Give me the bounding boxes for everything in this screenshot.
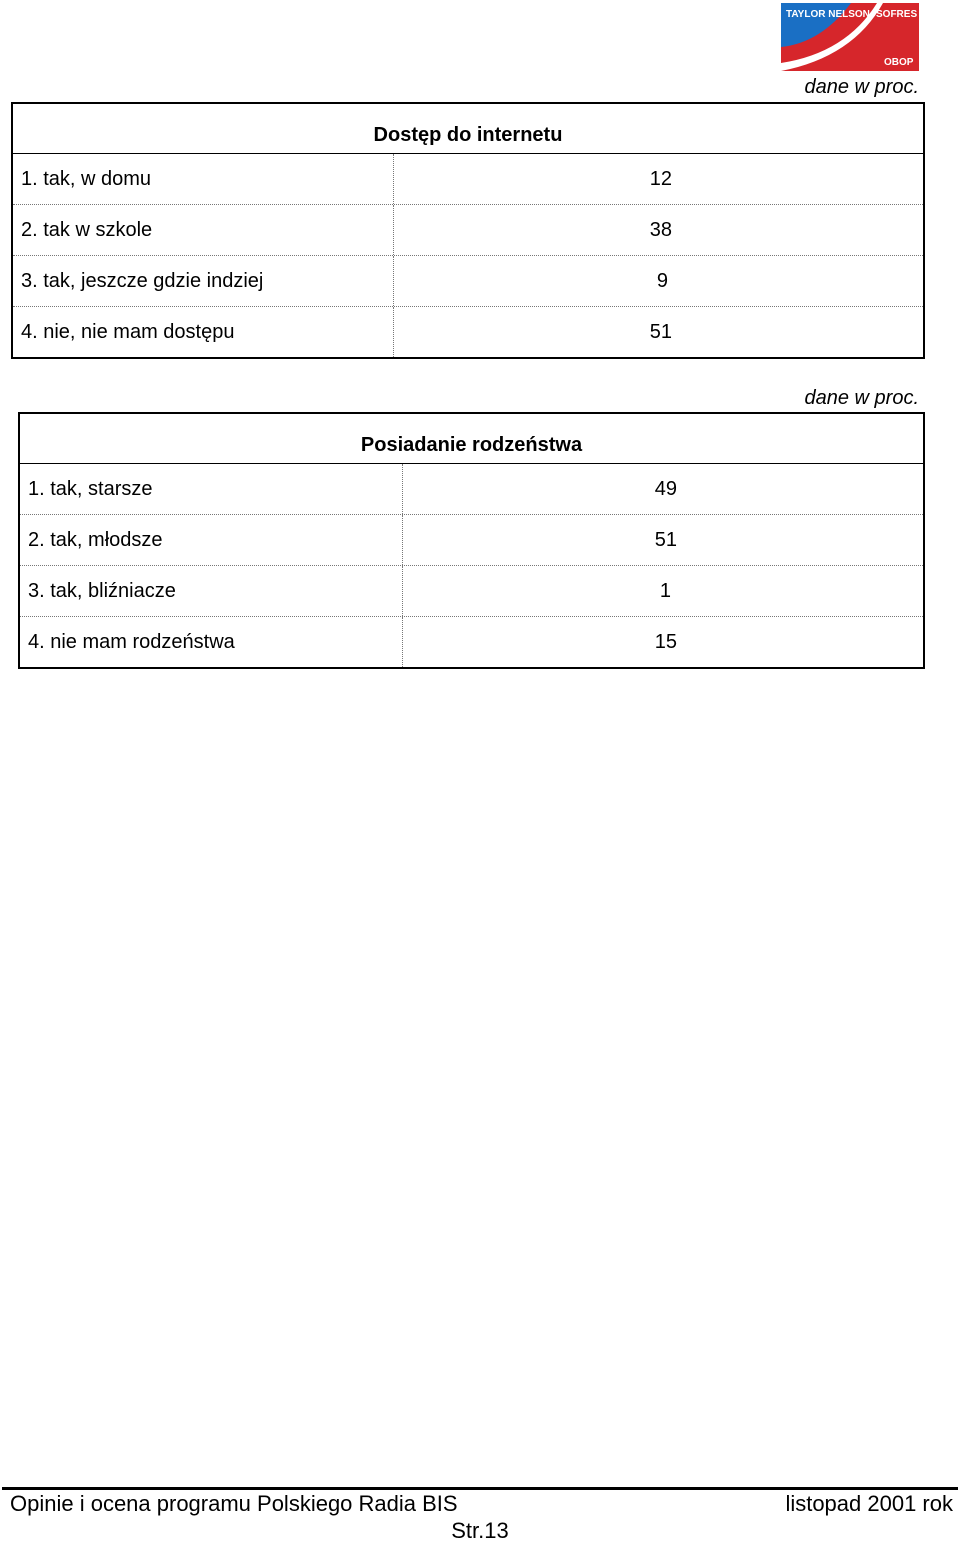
row-label: 4. nie, nie mam dostępu bbox=[13, 307, 394, 357]
unit-label: dane w proc. bbox=[804, 387, 919, 409]
internet-access-table bbox=[11, 102, 925, 359]
table-row bbox=[13, 154, 923, 205]
table-row bbox=[20, 515, 923, 566]
row-label: 2. tak w szkole bbox=[13, 205, 394, 255]
logo-line2: SOFRES bbox=[876, 9, 918, 20]
row-value: 15 bbox=[654, 631, 677, 653]
row-label: 2. tak, młodsze bbox=[20, 515, 403, 565]
footer-date: listopad 2001 rok bbox=[785, 1491, 953, 1516]
table-row bbox=[13, 307, 923, 357]
table-row bbox=[13, 256, 923, 307]
siblings-table bbox=[18, 412, 925, 669]
row-value: 1 bbox=[659, 580, 671, 602]
row-value: 12 bbox=[649, 168, 672, 190]
footer-report-title: Opinie i ocena programu Polskiego Radia BIS bbox=[10, 1491, 458, 1516]
row-label: 4. nie mam rodzeństwa bbox=[20, 617, 403, 667]
page-number: Str.13 bbox=[451, 1518, 509, 1543]
row-label: 3. tak, jeszcze gdzie indziej bbox=[13, 256, 394, 306]
table-row bbox=[20, 617, 923, 667]
row-value: 51 bbox=[649, 321, 672, 343]
row-label: 1. tak, w domu bbox=[13, 154, 394, 204]
footer-divider bbox=[2, 1487, 958, 1490]
table-title: Posiadanie rodzeństwa bbox=[20, 414, 923, 464]
logo-line1: TAYLOR NELSON bbox=[786, 9, 870, 20]
table-row bbox=[20, 464, 923, 515]
row-label: 3. tak, bliźniacze bbox=[20, 566, 403, 616]
taylor-nelson-sofres-obop-logo bbox=[781, 3, 919, 71]
table-row bbox=[20, 566, 923, 617]
row-label: 1. tak, starsze bbox=[20, 464, 403, 514]
unit-label: dane w proc. bbox=[804, 76, 919, 98]
table-row bbox=[13, 205, 923, 256]
logo-line3: OBOP bbox=[884, 57, 914, 68]
row-value: 49 bbox=[654, 478, 677, 500]
row-value: 38 bbox=[649, 219, 672, 241]
row-value: 9 bbox=[656, 270, 668, 292]
row-value: 51 bbox=[654, 529, 677, 551]
table-title: Dostęp do internetu bbox=[13, 104, 923, 154]
